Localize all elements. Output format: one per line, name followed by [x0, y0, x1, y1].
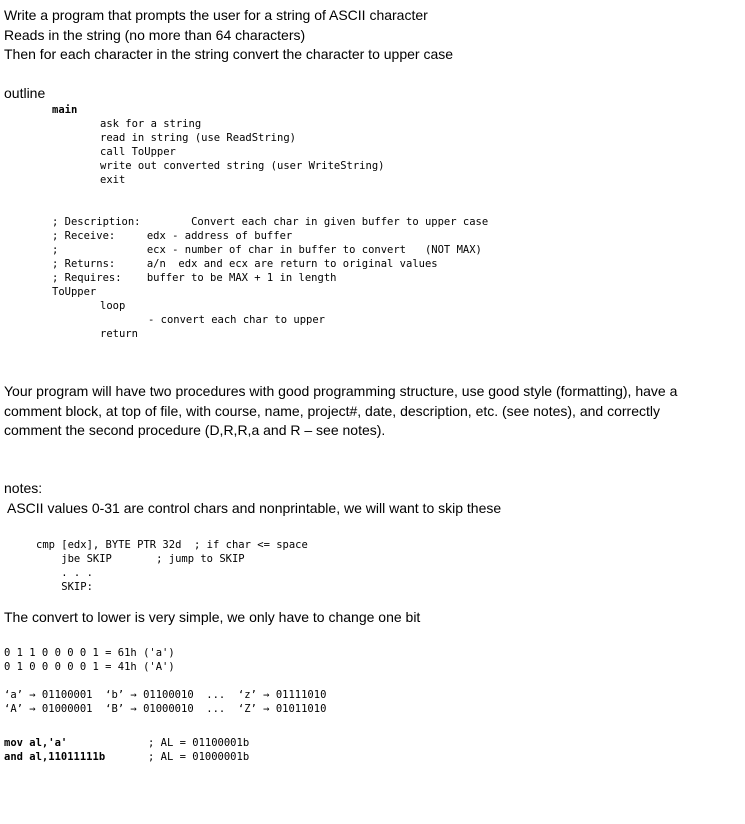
intro-line-2: Reads in the string (no more than 64 characters) — [4, 27, 306, 43]
bits-uppercase-a: 0 1 0 0 0 0 0 1 = 41h ('A') — [4, 661, 175, 673]
main-step: call ToUpper — [100, 146, 176, 158]
comment-line: ; Description: Convert each char in given buffer to upper case — [52, 216, 489, 228]
comment-line: ; Requires: buffer to be MAX + 1 in length — [52, 272, 337, 284]
code-line: jbe SKIP ; jump to SKIP — [36, 553, 245, 565]
loop-body: - convert each char to upper — [148, 314, 326, 326]
main-step: read in string (use ReadString) — [100, 132, 296, 144]
return-label: return — [100, 328, 138, 340]
intro-line-1: Write a program that prompts the user for a string of ASCII character — [4, 7, 428, 23]
ascii-note: ASCII values 0-31 are control chars and nonprintable, we will want to skip these — [7, 500, 502, 516]
bit-map-uppercase: ‘A’ → 01000001 ‘B’ → 01000010 ... ‘Z’ → 01011010 — [4, 703, 327, 715]
loop-label: loop — [100, 300, 126, 312]
code-line: . . . — [36, 567, 93, 579]
convert-note: The convert to lower is very simple, we only have to change one bit — [4, 609, 421, 625]
asm-line: mov al,'a' — [4, 737, 68, 749]
bits-lowercase-a: 0 1 1 0 0 0 0 1 = 61h ('a') — [4, 647, 175, 659]
requirements-line-3: comment the second procedure (D,R,R,a and R – see notes). — [4, 422, 386, 438]
asm-comment: ; AL = 01000001b — [148, 751, 250, 763]
code-line: SKIP: — [36, 581, 93, 593]
asm-comment: ; AL = 01100001b — [148, 737, 250, 749]
asm-line: and al,11011111b — [4, 751, 106, 763]
requirements-line-1: Your program will have two procedures with good programming structure, use good style (formatting), have a — [4, 383, 678, 399]
intro-line-3: Then for each character in the string convert the character to upper case — [4, 46, 454, 62]
main-step: exit — [100, 174, 126, 186]
comment-line: ; Receive: edx - address of buffer — [52, 230, 293, 242]
bit-map-lowercase: ‘a’ → 01100001 ‘b’ → 01100010 ... ‘z’ → 01111010 — [4, 689, 327, 701]
notes-heading: notes: — [4, 480, 43, 496]
outline-heading: outline — [4, 85, 46, 101]
code-line: cmp [edx], BYTE PTR 32d ; if char <= space — [36, 539, 308, 551]
proc-label: ToUpper — [52, 286, 97, 298]
requirements-line-2: comment block, at top of file, with course, name, project#, date, description, etc. (see notes), and correctly — [4, 403, 660, 419]
main-step: write out converted string (user WriteString) — [100, 160, 385, 172]
main-label: main — [52, 104, 78, 116]
comment-line: ; Returns: a/n edx and ecx are return to original values — [52, 258, 438, 270]
main-step: ask for a string — [100, 118, 202, 130]
comment-line: ; ecx - number of char in buffer to convert (NOT MAX) — [52, 244, 482, 256]
